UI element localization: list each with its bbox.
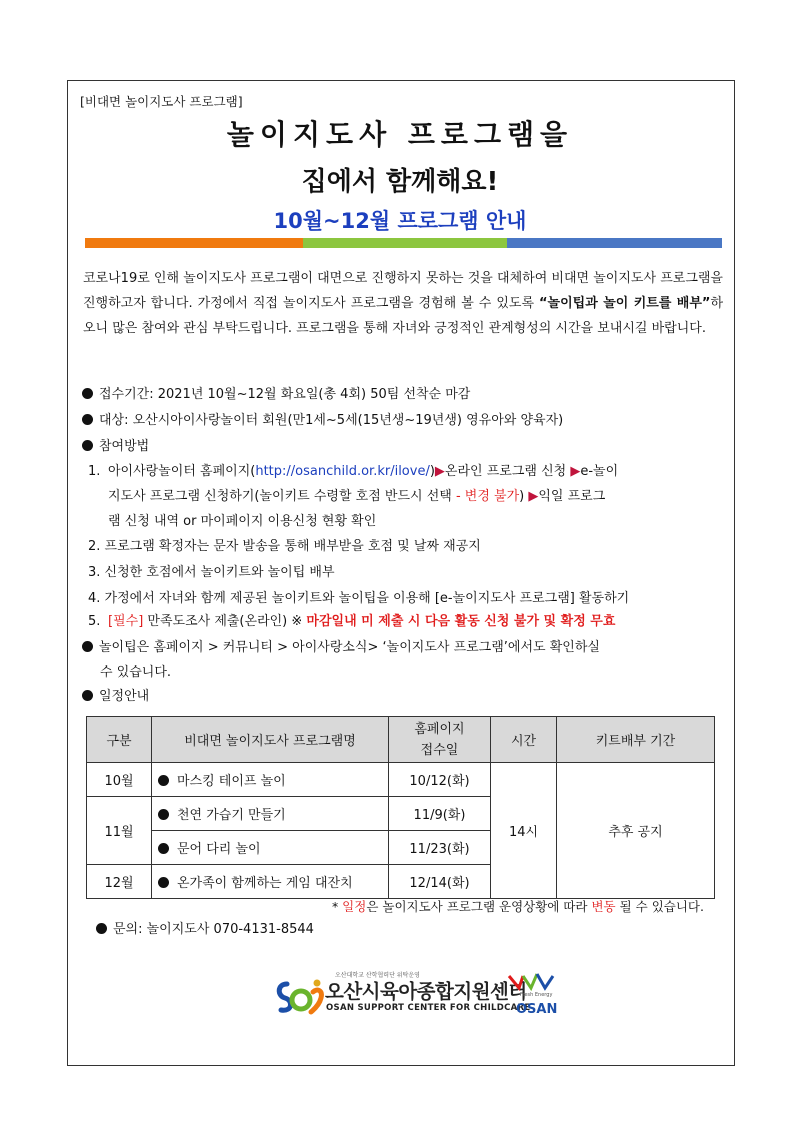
- intro-paragraph: [83, 266, 723, 341]
- no-change-warning: - 변경 불가: [455, 489, 520, 504]
- method-title: 참여방법: [99, 439, 150, 454]
- target-text: 대상: 오산시아이사랑놀이터 회원(만1세~5세(15년생~19년생) 영유아와 양육자): [99, 413, 564, 428]
- step1-text: 아이사랑놀이터 홈페이지(: [108, 464, 256, 479]
- period-item: [82, 384, 470, 406]
- date-cell: 11/23(화): [389, 831, 491, 865]
- intro-text-end: 하오니 많은 참여와 관심 부탁드립니다. 프로그램을 통해 자녀와 긍정적인 관계형성의 시간을 보내시길 바랍니다.: [83, 296, 723, 336]
- required-tag: [필수]: [108, 614, 144, 629]
- tip-item-cont: 수 있습니다.: [100, 665, 172, 680]
- month-cell: 10월: [87, 763, 152, 797]
- divider-blue: [507, 238, 722, 248]
- target-item: [82, 410, 563, 432]
- logo-name: 오산시육아종합지원센터: [325, 980, 527, 1003]
- homepage-link[interactable]: http://osanchild.or.kr/ilove/: [255, 464, 430, 479]
- logo-english: OSAN SUPPORT CENTER FOR CHILDCARE: [326, 1003, 531, 1013]
- divider-orange: [85, 238, 303, 248]
- contact-text: 문의: 놀이지도사 070-4131-8544: [113, 922, 314, 937]
- contact-item: [96, 918, 314, 937]
- osan-symbol-icon: [507, 970, 559, 992]
- bullet-icon: [158, 843, 169, 854]
- program-name: 문어 다리 놀이: [177, 842, 261, 857]
- step-4: 4. 가정에서 자녀와 함께 제공된 놀이키트와 놀이팁을 이용해 [e-놀이지도사 프로그램] 활동하기: [88, 591, 630, 606]
- program-cell: [152, 865, 389, 899]
- note-text: 은 놀이지도사 프로그램 운영상황에 따라: [366, 899, 592, 914]
- table-header-row: [87, 717, 715, 763]
- page-subtitle: 집에서 함께해요!: [301, 167, 499, 197]
- period-text: 접수기간: 2021년 10월~12월 화요일(총 4회) 50팀 선착순 마감: [99, 387, 471, 402]
- program-tag: [비대면 놀이지도사 프로그램]: [80, 94, 243, 109]
- step1-paren-close: ): [519, 489, 529, 504]
- header-time: 시간: [491, 717, 557, 763]
- program-period-title: 10월~12월 프로그램 안내: [273, 209, 527, 233]
- bullet-icon: [82, 690, 93, 701]
- program-name: 온가족이 함께하는 게임 대잔치: [177, 876, 353, 891]
- divider-green: [303, 238, 507, 248]
- center-logo: [273, 970, 563, 1026]
- page-title: 놀이지도사 프로그램을: [226, 118, 574, 151]
- schedule-note: [332, 897, 704, 915]
- date-cell: 11/9(화): [389, 797, 491, 831]
- step-5: [88, 609, 728, 634]
- bullet-icon: [82, 388, 93, 399]
- arrow-right-icon: ▶: [570, 464, 581, 479]
- bullet-icon: [82, 440, 93, 451]
- program-cell: [152, 797, 389, 831]
- step1-apply: 지도사 프로그램 신청하기(놀이키트 수령할 호점 반드시 선택: [108, 489, 456, 504]
- step-number: 5.: [88, 614, 101, 629]
- date-cell: 12/14(화): [389, 865, 491, 899]
- program-cell: [152, 831, 389, 865]
- step-2: 2. 프로그램 확정자는 문자 발송을 통해 배부받을 호점 및 날짜 재공지: [88, 539, 481, 554]
- method-heading: [82, 436, 149, 458]
- arrow-right-icon: ▶: [434, 464, 445, 479]
- survey-text: 만족도조사 제출(온라인) ※: [143, 614, 307, 629]
- bullet-icon: [82, 414, 93, 425]
- step1-confirm: 램 신청 내역 or 마이페이지 이용신청 현황 확인: [108, 514, 377, 529]
- table-row: [87, 763, 715, 797]
- program-cell: [152, 763, 389, 797]
- bullet-icon: [158, 877, 169, 888]
- header-date-line2: 접수일: [420, 742, 459, 758]
- bullet-icon: [96, 923, 107, 934]
- month-cell: 12월: [87, 865, 152, 899]
- tip-text: 놀이팁은 홈페이지 > 커뮤니티 > 아이사랑소식> ‘놀이지도사 프로그램’에서도 확인하실: [99, 640, 600, 655]
- step1-enolee: e-놀이: [580, 464, 619, 479]
- intro-highlight: “놀이팁과 놀이 키트를 배부”: [539, 296, 711, 311]
- note-end: 될 수 있습니다.: [615, 899, 704, 914]
- note-change: 변동: [591, 899, 616, 914]
- program-name: 마스킹 테이프 놀이: [177, 774, 286, 789]
- step-1: [88, 459, 728, 534]
- intro-text: 코로나19로 인해 놀이지도사 프로그램이 대면으로 진행하지 못하는 것을 대체하여 비대면 놀이지도사 프로그램을 진행하고자 합니다. 가정에서 직접 놀이지도사 프로그램을 경험해 볼 수 있도록: [83, 271, 723, 311]
- survey-warning: 마감일내 미 제출 시 다음 활동 신청 불가 및 확정 무효: [306, 614, 616, 629]
- kit-cell: 추후 공지: [557, 763, 715, 899]
- step1-paren: ): [429, 464, 435, 479]
- osan-wordmark: OSAN: [516, 1002, 558, 1017]
- date-cell: 10/12(화): [389, 763, 491, 797]
- bullet-icon: [82, 641, 93, 652]
- bullet-icon: [158, 775, 169, 786]
- time-cell: 14시: [491, 763, 557, 899]
- header-date: [389, 717, 491, 763]
- bullet-icon: [158, 809, 169, 820]
- step1-online: 온라인 프로그램 신청: [444, 464, 571, 479]
- header-program: 비대면 놀이지도사 프로그램명: [152, 717, 389, 763]
- color-divider: [85, 238, 722, 248]
- logo-slogan: Fresh Energy: [520, 992, 553, 998]
- program-name: 천연 가습기 만들기: [177, 808, 286, 823]
- note-asterisk: *: [331, 899, 343, 914]
- logo-caption: 오산대학교 산학협력단 위탁운영: [335, 972, 420, 979]
- step1-next: 익일 프로그: [538, 489, 606, 504]
- note-schedule: 일정: [342, 899, 367, 914]
- child-logo-icon: [273, 974, 325, 1024]
- arrow-right-icon: ▶: [528, 489, 539, 504]
- month-cell: 11월: [87, 797, 152, 865]
- schedule-title: 일정안내: [99, 689, 150, 704]
- header-kit: 키트배부 기간: [557, 717, 715, 763]
- tip-item: [82, 635, 600, 660]
- header-date-line1: 홈페이지: [414, 721, 465, 737]
- header-category: 구분: [87, 717, 152, 763]
- schedule-table: [86, 716, 715, 899]
- schedule-heading: [82, 686, 149, 708]
- step-number: 1.: [88, 464, 101, 479]
- step-3: 3. 신청한 호점에서 놀이키트와 놀이팁 배부: [88, 565, 335, 580]
